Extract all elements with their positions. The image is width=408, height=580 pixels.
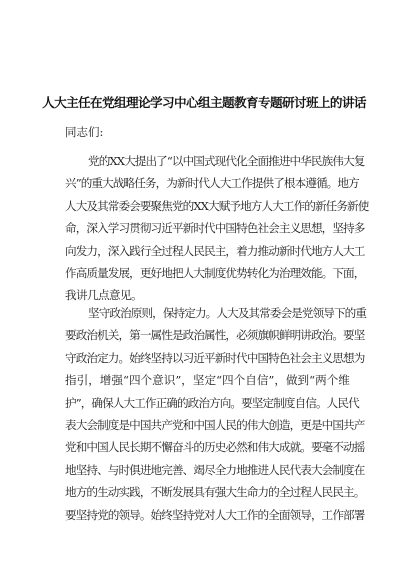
text-line: 地坚持、与时俱进地完善、竭尽全力地推进人民代表大会制度在 bbox=[65, 462, 365, 477]
text-line: 人大及其常委会要聚焦党的XX大赋予地方人大工作的新任务新使 bbox=[65, 198, 369, 213]
text-line: 表大会制度是中国共产党和中国人民的伟大创造，更是中国共产 bbox=[65, 417, 365, 432]
text-line: 地方的生动实践，不断发展具有强大生命力的全过程人民民主。 bbox=[65, 485, 365, 500]
text-line: 要坚持党的领导。始终坚持党对人大工作的全面领导，工作部署 bbox=[65, 507, 365, 522]
text-line: 党的XX大提出了“以中国式现代化全面推进中华民族伟大复 bbox=[88, 154, 365, 168]
paragraph-2 bbox=[65, 302, 367, 526]
text-line: 坚守政治原则，保持定力。人大及其常委会是党领导下的重 bbox=[88, 306, 367, 320]
document-title: 人大主任在党组理论学习中心组主题教育专题研讨班上的讲话 bbox=[42, 95, 366, 110]
text-line: 党和中国人民长期不懈奋斗的历史必然和伟大成就。要毫不动摇 bbox=[65, 440, 365, 455]
text-line: 向发力，深入践行全过程人民民主，着力推动新时代地方人大工 bbox=[65, 243, 365, 258]
text-line: 作高质量发展，更好地把人大制度优势转化为治理效能。下面， bbox=[65, 265, 365, 280]
paragraph-1 bbox=[65, 150, 369, 307]
text-line: 我讲几点意见。 bbox=[65, 288, 142, 303]
text-line: 护”，确保人大工作正确的政治方向。要坚定制度自信。人民代 bbox=[65, 395, 359, 410]
text-line: 指引，增强“四个意识”，坚定“四个自信”，做到“两个维 bbox=[65, 373, 349, 388]
salutation: 同志们: bbox=[65, 125, 104, 139]
text-line: 要政治机关，第一属性是政治属性，必须旗帜鲜明讲政治。要坚 bbox=[65, 328, 365, 343]
text-line: 命，深入学习贯彻习近平新时代中国特色社会主义思想，坚持多 bbox=[65, 221, 365, 236]
text-line: 兴”的重大战略任务，为新时代人大工作提供了根本遵循。地方 bbox=[65, 176, 359, 191]
text-line: 守政治定力。始终坚持以习近平新时代中国特色社会主义思想为 bbox=[65, 350, 365, 365]
